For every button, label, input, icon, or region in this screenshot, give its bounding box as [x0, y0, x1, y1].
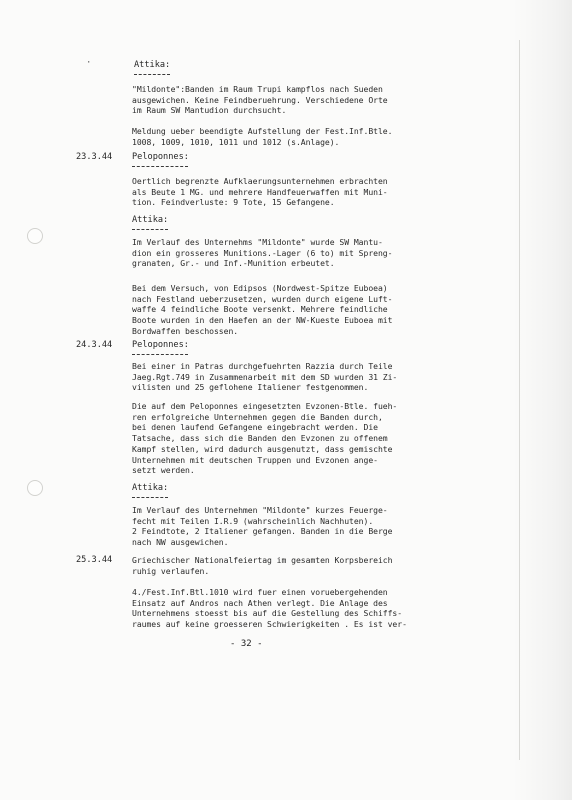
section-heading-attika: Attika: [132, 215, 169, 225]
paragraph: Meldung ueber beendigte Aufstellung der Fest.Inf.Btle. 1008, 1009, 1010, 1011 und 1012 (s.Anlage). [132, 126, 393, 147]
section-heading-attika: Attika: [134, 60, 171, 70]
entry-date: 23.3.44 [76, 152, 113, 162]
heading-underline [132, 166, 188, 167]
paragraph: Griechischer Nationalfeiertag im gesamten Korpsbereich ruhig verlaufen. [132, 555, 393, 576]
paragraph: Bei einer in Patras durchgefuehrten Razzia durch Teile Jaeg.Rgt.749 in Zusammenarbeit mit dem SD wurden 31 Zi- vilisten und 25 geflohene Italiener festgenommen. [132, 361, 398, 393]
heading-underline [132, 497, 168, 498]
paragraph: Oertlich begrenzte Aufklaerungsunternehmen erbrachten als Beute 1 MG. und mehrere Handfeuerwaffen mit Muni- tion. Feindverluste: 9 Tote, 15 Gefangene. [132, 176, 388, 208]
paragraph: Die auf dem Peloponnes eingesetzten Evzonen-Btle. fueh- ren erfolgreiche Unternehmen gegen die Banden durch, bei denen laufend Gefangene eingebracht werden. Die Tatsache, dass sich die Banden den Evzonen zu offenem Kampf stellen, wird dadurch ausgenutzt, dass gemischte Unternehmen mit deutschen Truppen und Evzonen ange- setzt werden. [132, 401, 398, 476]
page-number: - 32 - [230, 639, 263, 649]
page-edge-shadow [512, 0, 572, 800]
heading-underline [132, 229, 168, 230]
paragraph: "Mildonte":Banden im Raum Trupi kampflos nach Sueden ausgewichen. Keine Feindberuehrung. Verschiedene Orte im Raum SW Mantudion durchsucht. [132, 84, 388, 116]
section-heading-peloponnes: Peloponnes: [132, 152, 189, 162]
section-heading-peloponnes: Peloponnes: [132, 340, 189, 350]
heading-underline [134, 74, 170, 75]
entry-date: 25.3.44 [76, 555, 113, 565]
section-heading-attika: Attika: [132, 483, 169, 493]
paragraph: Im Verlauf des Unternehms "Mildonte" wurde SW Mantu- dion ein grosseres Munitions.-Lager (6 to) mit Spreng- granaten, Gr.- und Inf.-Munition erbeutet. [132, 237, 393, 269]
paragraph: 4./Fest.Inf.Btl.1010 wird fuer einen voruebergehenden Einsatz auf Andros nach Athen verlegt. Die Anlage des Unternehmens stoesst bis auf die Gestellung des Schiffs- raumes auf keine groesseren Schwierigkeiten . Es ist ver- [132, 587, 407, 630]
margin-mark: · [86, 58, 92, 68]
paragraph: Im Verlauf des Unternehmen "Mildonte" kurzes Feuerge- fecht mit Teilen I.R.9 (wahrscheinlich Nachhuten). 2 Feindtote, 2 Italiener gefangen. Banden in die Berge nach NW ausgewichen. [132, 505, 393, 548]
page-fold-line [519, 40, 520, 760]
punch-hole-top [27, 228, 43, 244]
punch-hole-bottom [27, 480, 43, 496]
heading-underline [132, 354, 188, 355]
entry-date: 24.3.44 [76, 340, 113, 350]
paragraph: Bei dem Versuch, von Edipsos (Nordwest-Spitze Euboea) nach Festland ueberzusetzen, wurden durch eigene Luft- waffe 4 feindliche Boote versenkt. Mehrere feindliche Boote wurden in den Haefen an der NW-Kueste Euboea mit Bordwaffen beschossen. [132, 283, 393, 336]
